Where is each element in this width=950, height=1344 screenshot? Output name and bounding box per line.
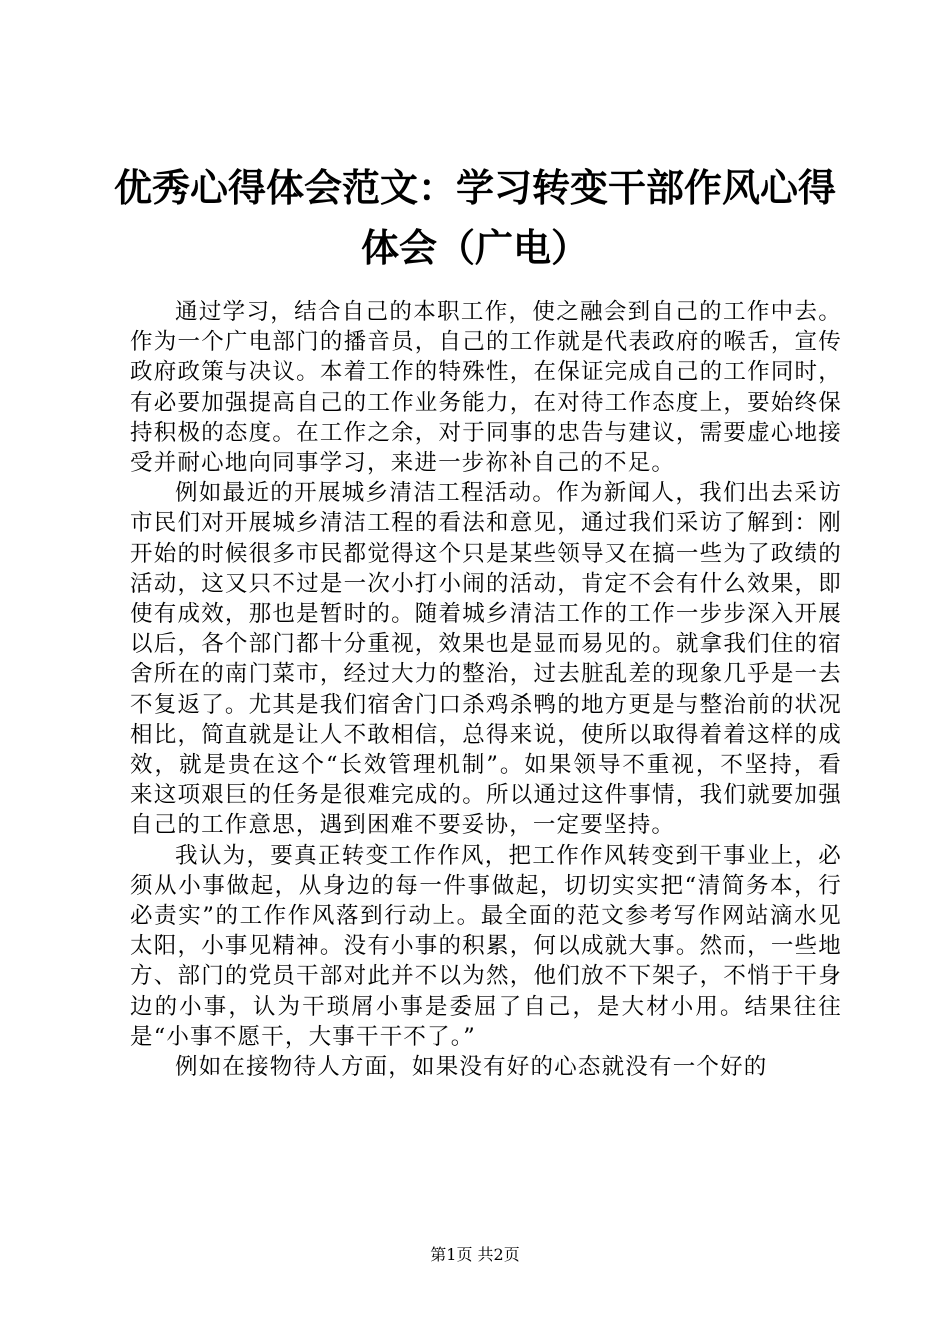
document-title: 优秀心得体会范文：学习转变干部作风心得体会（广电） <box>113 166 836 270</box>
document-body <box>130 297 842 1082</box>
paragraph-2: 例如最近的开展城乡清洁工程活动。作为新闻人，我们出去采访市民们对开展城乡清洁工程的看法和意见，通过我们采访了解到：刚开始的时候很多市民都觉得这个只是某些领导又在搞一些为了政绩的活动，这又只不过是一次小打小闹的活动，肯定不会有什么效果，即使有成效，那也是暂时的。随着城乡清洁工作的工作一步步深入开展以后，各个部门都十分重视，效果也是显而易见的。就拿我们住的宿舍所在的南门菜市，经过大力的整治，过去脏乱差的现象几乎是一去不复返了。尤其是我们宿舍门口杀鸡杀鸭的地方更是与整治前的状况相比，简直就是让人不敢相信，总得来说，使所以取得着着这样的成效，就是贵在这个“长效管理机制”。如果领导不重视，不坚持，看来这项艰巨的任务是很难完成的。所以通过这件事情，我们就要加强自己的工作意思，遇到困难不要妥协，一定要坚持。 <box>130 480 842 839</box>
page-number-footer: 第1页 共2页 <box>430 1245 520 1264</box>
paragraph-3: 我认为，要真正转变工作作风，把工作作风转变到干事业上，必须从小事做起，从身边的每一件事做起，切切实实把“清简务本，行必责实”的工作作风落到行动上。最全面的范文参考写作网站滴水见太阳，小事见精神。没有小事的积累，何以成就大事。然而，一些地方、部门的党员干部对此并不以为然，他们放不下架子，不悄于干身边的小事，认为干琐屑小事是委屈了自己，是大材小用。结果往往是“小事不愿干，大事干干不了。” <box>130 842 842 1050</box>
paragraph-1: 通过学习，结合自己的本职工作，使之融会到自己的工作中去。作为一个广电部门的播音员，自己的工作就是代表政府的喉舌，宣传政府政策与决议。本着工作的特殊性，在保证完成自己的工作同时，有必要加强提高自己的工作业务能力，在对待工作态度上，要始终保持积极的态度。在工作之余，对于同事的忠告与建议，需要虚心地接受并耐心地向同事学习，来进一步祢补自己的不足。 <box>130 299 842 477</box>
paragraph-4: 例如在接物待人方面，如果没有好的心态就没有一个好的 <box>175 1054 768 1081</box>
